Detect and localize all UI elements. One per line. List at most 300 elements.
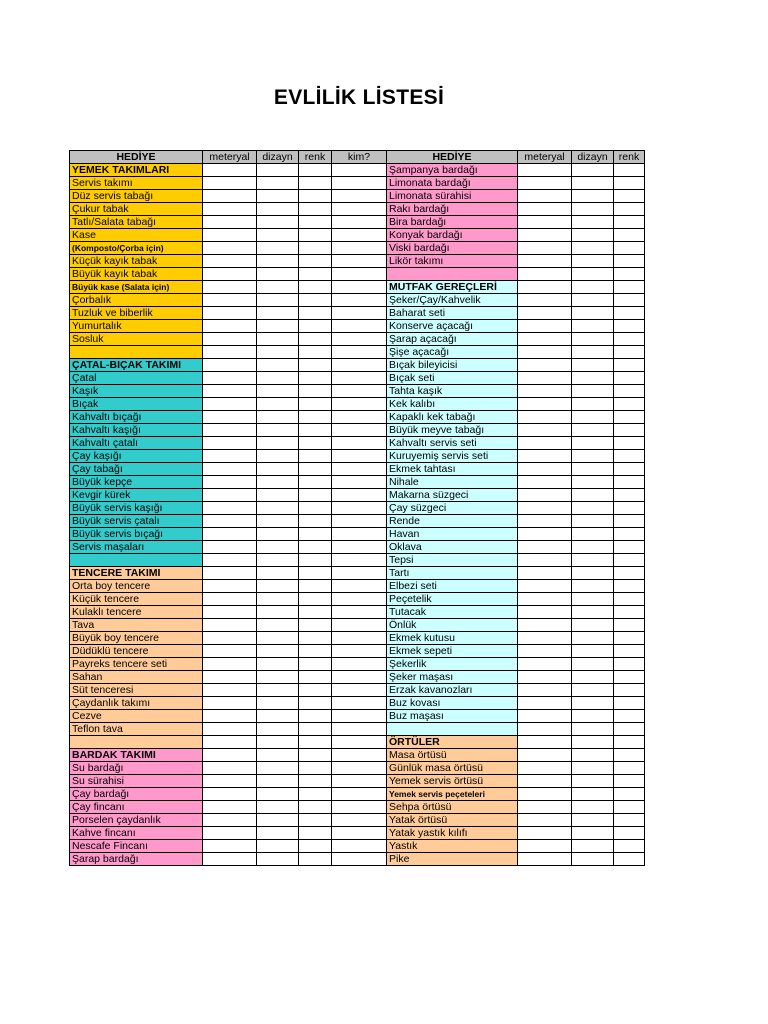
color-cell-right[interactable] bbox=[614, 515, 645, 528]
color-cell-right[interactable] bbox=[614, 801, 645, 814]
material-cell-right[interactable] bbox=[518, 814, 572, 827]
color-cell-right[interactable] bbox=[614, 567, 645, 580]
material-cell-left[interactable] bbox=[203, 619, 257, 632]
who-cell[interactable] bbox=[332, 502, 387, 515]
design-cell-left[interactable] bbox=[257, 502, 299, 515]
color-cell-right[interactable] bbox=[614, 489, 645, 502]
who-cell[interactable] bbox=[332, 710, 387, 723]
color-cell-right[interactable] bbox=[614, 697, 645, 710]
design-cell-left[interactable] bbox=[257, 775, 299, 788]
material-cell-right[interactable] bbox=[518, 762, 572, 775]
color-cell-right[interactable] bbox=[614, 346, 645, 359]
who-cell[interactable] bbox=[332, 463, 387, 476]
material-cell-right[interactable] bbox=[518, 320, 572, 333]
design-cell-right[interactable] bbox=[572, 333, 614, 346]
color-cell-right[interactable] bbox=[614, 814, 645, 827]
color-cell-right[interactable] bbox=[614, 398, 645, 411]
color-cell-left[interactable] bbox=[299, 554, 332, 567]
color-cell-left[interactable] bbox=[299, 437, 332, 450]
design-cell-right[interactable] bbox=[572, 320, 614, 333]
material-cell-left[interactable] bbox=[203, 801, 257, 814]
who-cell[interactable] bbox=[332, 346, 387, 359]
design-cell-right[interactable] bbox=[572, 554, 614, 567]
design-cell-right[interactable] bbox=[572, 242, 614, 255]
who-cell[interactable] bbox=[332, 541, 387, 554]
design-cell-right[interactable] bbox=[572, 359, 614, 372]
color-cell-right[interactable] bbox=[614, 216, 645, 229]
color-cell-left[interactable] bbox=[299, 255, 332, 268]
design-cell-right[interactable] bbox=[572, 476, 614, 489]
color-cell-left[interactable] bbox=[299, 294, 332, 307]
material-cell-right[interactable] bbox=[518, 723, 572, 736]
design-cell-left[interactable] bbox=[257, 411, 299, 424]
design-cell-right[interactable] bbox=[572, 528, 614, 541]
color-cell-right[interactable] bbox=[614, 203, 645, 216]
color-cell-left[interactable] bbox=[299, 697, 332, 710]
design-cell-left[interactable] bbox=[257, 606, 299, 619]
design-cell-left[interactable] bbox=[257, 203, 299, 216]
color-cell-left[interactable] bbox=[299, 268, 332, 281]
design-cell-right[interactable] bbox=[572, 281, 614, 294]
color-cell-left[interactable] bbox=[299, 398, 332, 411]
material-cell-left[interactable] bbox=[203, 567, 257, 580]
color-cell-right[interactable] bbox=[614, 268, 645, 281]
color-cell-left[interactable] bbox=[299, 606, 332, 619]
color-cell-right[interactable] bbox=[614, 424, 645, 437]
design-cell-left[interactable] bbox=[257, 645, 299, 658]
material-cell-right[interactable] bbox=[518, 294, 572, 307]
material-cell-left[interactable] bbox=[203, 476, 257, 489]
design-cell-left[interactable] bbox=[257, 788, 299, 801]
design-cell-right[interactable] bbox=[572, 736, 614, 749]
who-cell[interactable] bbox=[332, 528, 387, 541]
design-cell-right[interactable] bbox=[572, 450, 614, 463]
color-cell-right[interactable] bbox=[614, 671, 645, 684]
design-cell-right[interactable] bbox=[572, 541, 614, 554]
material-cell-left[interactable] bbox=[203, 320, 257, 333]
material-cell-right[interactable] bbox=[518, 281, 572, 294]
who-cell[interactable] bbox=[332, 437, 387, 450]
material-cell-right[interactable] bbox=[518, 437, 572, 450]
material-cell-left[interactable] bbox=[203, 372, 257, 385]
who-cell[interactable] bbox=[332, 827, 387, 840]
design-cell-left[interactable] bbox=[257, 827, 299, 840]
design-cell-left[interactable] bbox=[257, 580, 299, 593]
design-cell-left[interactable] bbox=[257, 762, 299, 775]
color-cell-left[interactable] bbox=[299, 528, 332, 541]
design-cell-right[interactable] bbox=[572, 424, 614, 437]
design-cell-left[interactable] bbox=[257, 346, 299, 359]
material-cell-right[interactable] bbox=[518, 450, 572, 463]
color-cell-left[interactable] bbox=[299, 580, 332, 593]
material-cell-right[interactable] bbox=[518, 684, 572, 697]
material-cell-right[interactable] bbox=[518, 567, 572, 580]
design-cell-left[interactable] bbox=[257, 671, 299, 684]
design-cell-left[interactable] bbox=[257, 359, 299, 372]
design-cell-left[interactable] bbox=[257, 450, 299, 463]
material-cell-right[interactable] bbox=[518, 515, 572, 528]
material-cell-right[interactable] bbox=[518, 359, 572, 372]
design-cell-right[interactable] bbox=[572, 203, 614, 216]
who-cell[interactable] bbox=[332, 333, 387, 346]
design-cell-right[interactable] bbox=[572, 632, 614, 645]
color-cell-left[interactable] bbox=[299, 762, 332, 775]
color-cell-left[interactable] bbox=[299, 827, 332, 840]
material-cell-right[interactable] bbox=[518, 164, 572, 177]
material-cell-right[interactable] bbox=[518, 736, 572, 749]
material-cell-left[interactable] bbox=[203, 645, 257, 658]
color-cell-right[interactable] bbox=[614, 788, 645, 801]
material-cell-left[interactable] bbox=[203, 255, 257, 268]
material-cell-left[interactable] bbox=[203, 424, 257, 437]
design-cell-right[interactable] bbox=[572, 645, 614, 658]
who-cell[interactable] bbox=[332, 489, 387, 502]
design-cell-left[interactable] bbox=[257, 398, 299, 411]
material-cell-right[interactable] bbox=[518, 411, 572, 424]
color-cell-left[interactable] bbox=[299, 853, 332, 866]
who-cell[interactable] bbox=[332, 177, 387, 190]
material-cell-right[interactable] bbox=[518, 554, 572, 567]
color-cell-right[interactable] bbox=[614, 775, 645, 788]
design-cell-left[interactable] bbox=[257, 333, 299, 346]
color-cell-right[interactable] bbox=[614, 307, 645, 320]
design-cell-left[interactable] bbox=[257, 476, 299, 489]
color-cell-left[interactable] bbox=[299, 359, 332, 372]
design-cell-right[interactable] bbox=[572, 255, 614, 268]
material-cell-right[interactable] bbox=[518, 476, 572, 489]
who-cell[interactable] bbox=[332, 450, 387, 463]
color-cell-left[interactable] bbox=[299, 216, 332, 229]
design-cell-left[interactable] bbox=[257, 216, 299, 229]
design-cell-left[interactable] bbox=[257, 684, 299, 697]
color-cell-left[interactable] bbox=[299, 671, 332, 684]
material-cell-left[interactable] bbox=[203, 268, 257, 281]
material-cell-left[interactable] bbox=[203, 827, 257, 840]
color-cell-right[interactable] bbox=[614, 359, 645, 372]
design-cell-right[interactable] bbox=[572, 723, 614, 736]
design-cell-left[interactable] bbox=[257, 424, 299, 437]
color-cell-left[interactable] bbox=[299, 424, 332, 437]
design-cell-left[interactable] bbox=[257, 294, 299, 307]
design-cell-left[interactable] bbox=[257, 372, 299, 385]
design-cell-right[interactable] bbox=[572, 307, 614, 320]
design-cell-left[interactable] bbox=[257, 463, 299, 476]
color-cell-right[interactable] bbox=[614, 723, 645, 736]
design-cell-left[interactable] bbox=[257, 268, 299, 281]
material-cell-right[interactable] bbox=[518, 645, 572, 658]
color-cell-right[interactable] bbox=[614, 736, 645, 749]
design-cell-right[interactable] bbox=[572, 515, 614, 528]
material-cell-right[interactable] bbox=[518, 463, 572, 476]
material-cell-left[interactable] bbox=[203, 164, 257, 177]
material-cell-left[interactable] bbox=[203, 411, 257, 424]
color-cell-right[interactable] bbox=[614, 476, 645, 489]
material-cell-left[interactable] bbox=[203, 697, 257, 710]
who-cell[interactable] bbox=[332, 567, 387, 580]
design-cell-right[interactable] bbox=[572, 658, 614, 671]
who-cell[interactable] bbox=[332, 203, 387, 216]
design-cell-right[interactable] bbox=[572, 606, 614, 619]
who-cell[interactable] bbox=[332, 749, 387, 762]
color-cell-left[interactable] bbox=[299, 346, 332, 359]
material-cell-left[interactable] bbox=[203, 788, 257, 801]
material-cell-right[interactable] bbox=[518, 528, 572, 541]
design-cell-right[interactable] bbox=[572, 567, 614, 580]
color-cell-left[interactable] bbox=[299, 450, 332, 463]
color-cell-right[interactable] bbox=[614, 658, 645, 671]
material-cell-left[interactable] bbox=[203, 554, 257, 567]
color-cell-right[interactable] bbox=[614, 645, 645, 658]
design-cell-right[interactable] bbox=[572, 814, 614, 827]
color-cell-left[interactable] bbox=[299, 593, 332, 606]
design-cell-right[interactable] bbox=[572, 463, 614, 476]
color-cell-right[interactable] bbox=[614, 190, 645, 203]
color-cell-right[interactable] bbox=[614, 632, 645, 645]
material-cell-left[interactable] bbox=[203, 775, 257, 788]
color-cell-left[interactable] bbox=[299, 333, 332, 346]
material-cell-left[interactable] bbox=[203, 281, 257, 294]
color-cell-left[interactable] bbox=[299, 658, 332, 671]
material-cell-right[interactable] bbox=[518, 697, 572, 710]
design-cell-right[interactable] bbox=[572, 749, 614, 762]
color-cell-right[interactable] bbox=[614, 710, 645, 723]
color-cell-right[interactable] bbox=[614, 840, 645, 853]
color-cell-right[interactable] bbox=[614, 437, 645, 450]
color-cell-right[interactable] bbox=[614, 541, 645, 554]
material-cell-right[interactable] bbox=[518, 190, 572, 203]
design-cell-right[interactable] bbox=[572, 268, 614, 281]
color-cell-right[interactable] bbox=[614, 177, 645, 190]
design-cell-right[interactable] bbox=[572, 762, 614, 775]
design-cell-right[interactable] bbox=[572, 684, 614, 697]
color-cell-right[interactable] bbox=[614, 853, 645, 866]
who-cell[interactable] bbox=[332, 775, 387, 788]
who-cell[interactable] bbox=[332, 671, 387, 684]
color-cell-right[interactable] bbox=[614, 281, 645, 294]
material-cell-left[interactable] bbox=[203, 840, 257, 853]
material-cell-right[interactable] bbox=[518, 671, 572, 684]
material-cell-right[interactable] bbox=[518, 398, 572, 411]
material-cell-right[interactable] bbox=[518, 658, 572, 671]
color-cell-left[interactable] bbox=[299, 567, 332, 580]
color-cell-left[interactable] bbox=[299, 840, 332, 853]
design-cell-left[interactable] bbox=[257, 554, 299, 567]
material-cell-left[interactable] bbox=[203, 814, 257, 827]
color-cell-left[interactable] bbox=[299, 177, 332, 190]
design-cell-left[interactable] bbox=[257, 255, 299, 268]
who-cell[interactable] bbox=[332, 554, 387, 567]
design-cell-right[interactable] bbox=[572, 437, 614, 450]
who-cell[interactable] bbox=[332, 645, 387, 658]
design-cell-right[interactable] bbox=[572, 775, 614, 788]
design-cell-left[interactable] bbox=[257, 710, 299, 723]
design-cell-left[interactable] bbox=[257, 242, 299, 255]
material-cell-right[interactable] bbox=[518, 268, 572, 281]
material-cell-left[interactable] bbox=[203, 294, 257, 307]
material-cell-right[interactable] bbox=[518, 801, 572, 814]
material-cell-left[interactable] bbox=[203, 515, 257, 528]
design-cell-right[interactable] bbox=[572, 619, 614, 632]
color-cell-right[interactable] bbox=[614, 606, 645, 619]
design-cell-right[interactable] bbox=[572, 801, 614, 814]
material-cell-left[interactable] bbox=[203, 463, 257, 476]
design-cell-left[interactable] bbox=[257, 840, 299, 853]
who-cell[interactable] bbox=[332, 281, 387, 294]
material-cell-right[interactable] bbox=[518, 372, 572, 385]
design-cell-right[interactable] bbox=[572, 671, 614, 684]
material-cell-left[interactable] bbox=[203, 710, 257, 723]
color-cell-left[interactable] bbox=[299, 749, 332, 762]
who-cell[interactable] bbox=[332, 190, 387, 203]
color-cell-left[interactable] bbox=[299, 645, 332, 658]
color-cell-right[interactable] bbox=[614, 255, 645, 268]
design-cell-right[interactable] bbox=[572, 489, 614, 502]
material-cell-right[interactable] bbox=[518, 840, 572, 853]
color-cell-left[interactable] bbox=[299, 801, 332, 814]
who-cell[interactable] bbox=[332, 684, 387, 697]
material-cell-right[interactable] bbox=[518, 853, 572, 866]
design-cell-right[interactable] bbox=[572, 177, 614, 190]
color-cell-left[interactable] bbox=[299, 229, 332, 242]
material-cell-right[interactable] bbox=[518, 177, 572, 190]
who-cell[interactable] bbox=[332, 411, 387, 424]
material-cell-right[interactable] bbox=[518, 307, 572, 320]
who-cell[interactable] bbox=[332, 307, 387, 320]
material-cell-left[interactable] bbox=[203, 229, 257, 242]
design-cell-right[interactable] bbox=[572, 853, 614, 866]
design-cell-left[interactable] bbox=[257, 307, 299, 320]
color-cell-right[interactable] bbox=[614, 554, 645, 567]
material-cell-left[interactable] bbox=[203, 762, 257, 775]
color-cell-right[interactable] bbox=[614, 684, 645, 697]
material-cell-left[interactable] bbox=[203, 528, 257, 541]
color-cell-left[interactable] bbox=[299, 242, 332, 255]
design-cell-left[interactable] bbox=[257, 567, 299, 580]
material-cell-right[interactable] bbox=[518, 385, 572, 398]
color-cell-right[interactable] bbox=[614, 411, 645, 424]
material-cell-right[interactable] bbox=[518, 502, 572, 515]
color-cell-right[interactable] bbox=[614, 320, 645, 333]
material-cell-right[interactable] bbox=[518, 827, 572, 840]
color-cell-right[interactable] bbox=[614, 385, 645, 398]
design-cell-left[interactable] bbox=[257, 632, 299, 645]
material-cell-right[interactable] bbox=[518, 333, 572, 346]
design-cell-right[interactable] bbox=[572, 346, 614, 359]
design-cell-right[interactable] bbox=[572, 502, 614, 515]
material-cell-left[interactable] bbox=[203, 203, 257, 216]
design-cell-left[interactable] bbox=[257, 593, 299, 606]
material-cell-right[interactable] bbox=[518, 203, 572, 216]
who-cell[interactable] bbox=[332, 242, 387, 255]
color-cell-right[interactable] bbox=[614, 164, 645, 177]
design-cell-right[interactable] bbox=[572, 710, 614, 723]
design-cell-left[interactable] bbox=[257, 814, 299, 827]
design-cell-left[interactable] bbox=[257, 749, 299, 762]
who-cell[interactable] bbox=[332, 593, 387, 606]
who-cell[interactable] bbox=[332, 229, 387, 242]
color-cell-right[interactable] bbox=[614, 229, 645, 242]
color-cell-right[interactable] bbox=[614, 762, 645, 775]
material-cell-right[interactable] bbox=[518, 606, 572, 619]
who-cell[interactable] bbox=[332, 580, 387, 593]
design-cell-left[interactable] bbox=[257, 801, 299, 814]
design-cell-right[interactable] bbox=[572, 190, 614, 203]
material-cell-right[interactable] bbox=[518, 749, 572, 762]
who-cell[interactable] bbox=[332, 723, 387, 736]
design-cell-right[interactable] bbox=[572, 229, 614, 242]
who-cell[interactable] bbox=[332, 697, 387, 710]
color-cell-left[interactable] bbox=[299, 320, 332, 333]
color-cell-left[interactable] bbox=[299, 385, 332, 398]
who-cell[interactable] bbox=[332, 515, 387, 528]
design-cell-left[interactable] bbox=[257, 190, 299, 203]
who-cell[interactable] bbox=[332, 840, 387, 853]
design-cell-left[interactable] bbox=[257, 177, 299, 190]
color-cell-right[interactable] bbox=[614, 294, 645, 307]
color-cell-right[interactable] bbox=[614, 528, 645, 541]
who-cell[interactable] bbox=[332, 268, 387, 281]
color-cell-right[interactable] bbox=[614, 463, 645, 476]
color-cell-left[interactable] bbox=[299, 736, 332, 749]
material-cell-right[interactable] bbox=[518, 788, 572, 801]
design-cell-right[interactable] bbox=[572, 697, 614, 710]
design-cell-right[interactable] bbox=[572, 294, 614, 307]
design-cell-right[interactable] bbox=[572, 398, 614, 411]
material-cell-left[interactable] bbox=[203, 385, 257, 398]
material-cell-left[interactable] bbox=[203, 671, 257, 684]
color-cell-right[interactable] bbox=[614, 333, 645, 346]
design-cell-left[interactable] bbox=[257, 541, 299, 554]
material-cell-left[interactable] bbox=[203, 333, 257, 346]
color-cell-left[interactable] bbox=[299, 463, 332, 476]
color-cell-left[interactable] bbox=[299, 619, 332, 632]
color-cell-left[interactable] bbox=[299, 502, 332, 515]
who-cell[interactable] bbox=[332, 632, 387, 645]
design-cell-right[interactable] bbox=[572, 372, 614, 385]
material-cell-left[interactable] bbox=[203, 541, 257, 554]
color-cell-right[interactable] bbox=[614, 827, 645, 840]
design-cell-left[interactable] bbox=[257, 164, 299, 177]
material-cell-left[interactable] bbox=[203, 177, 257, 190]
material-cell-right[interactable] bbox=[518, 242, 572, 255]
design-cell-right[interactable] bbox=[572, 385, 614, 398]
material-cell-left[interactable] bbox=[203, 450, 257, 463]
who-cell[interactable] bbox=[332, 658, 387, 671]
color-cell-right[interactable] bbox=[614, 242, 645, 255]
material-cell-left[interactable] bbox=[203, 437, 257, 450]
color-cell-right[interactable] bbox=[614, 593, 645, 606]
who-cell[interactable] bbox=[332, 164, 387, 177]
design-cell-left[interactable] bbox=[257, 736, 299, 749]
color-cell-right[interactable] bbox=[614, 372, 645, 385]
material-cell-right[interactable] bbox=[518, 229, 572, 242]
color-cell-left[interactable] bbox=[299, 541, 332, 554]
color-cell-left[interactable] bbox=[299, 814, 332, 827]
who-cell[interactable] bbox=[332, 606, 387, 619]
design-cell-right[interactable] bbox=[572, 593, 614, 606]
design-cell-left[interactable] bbox=[257, 515, 299, 528]
material-cell-left[interactable] bbox=[203, 190, 257, 203]
material-cell-right[interactable] bbox=[518, 489, 572, 502]
material-cell-left[interactable] bbox=[203, 853, 257, 866]
design-cell-right[interactable] bbox=[572, 827, 614, 840]
who-cell[interactable] bbox=[332, 801, 387, 814]
design-cell-left[interactable] bbox=[257, 320, 299, 333]
who-cell[interactable] bbox=[332, 788, 387, 801]
color-cell-right[interactable] bbox=[614, 502, 645, 515]
material-cell-left[interactable] bbox=[203, 242, 257, 255]
who-cell[interactable] bbox=[332, 814, 387, 827]
